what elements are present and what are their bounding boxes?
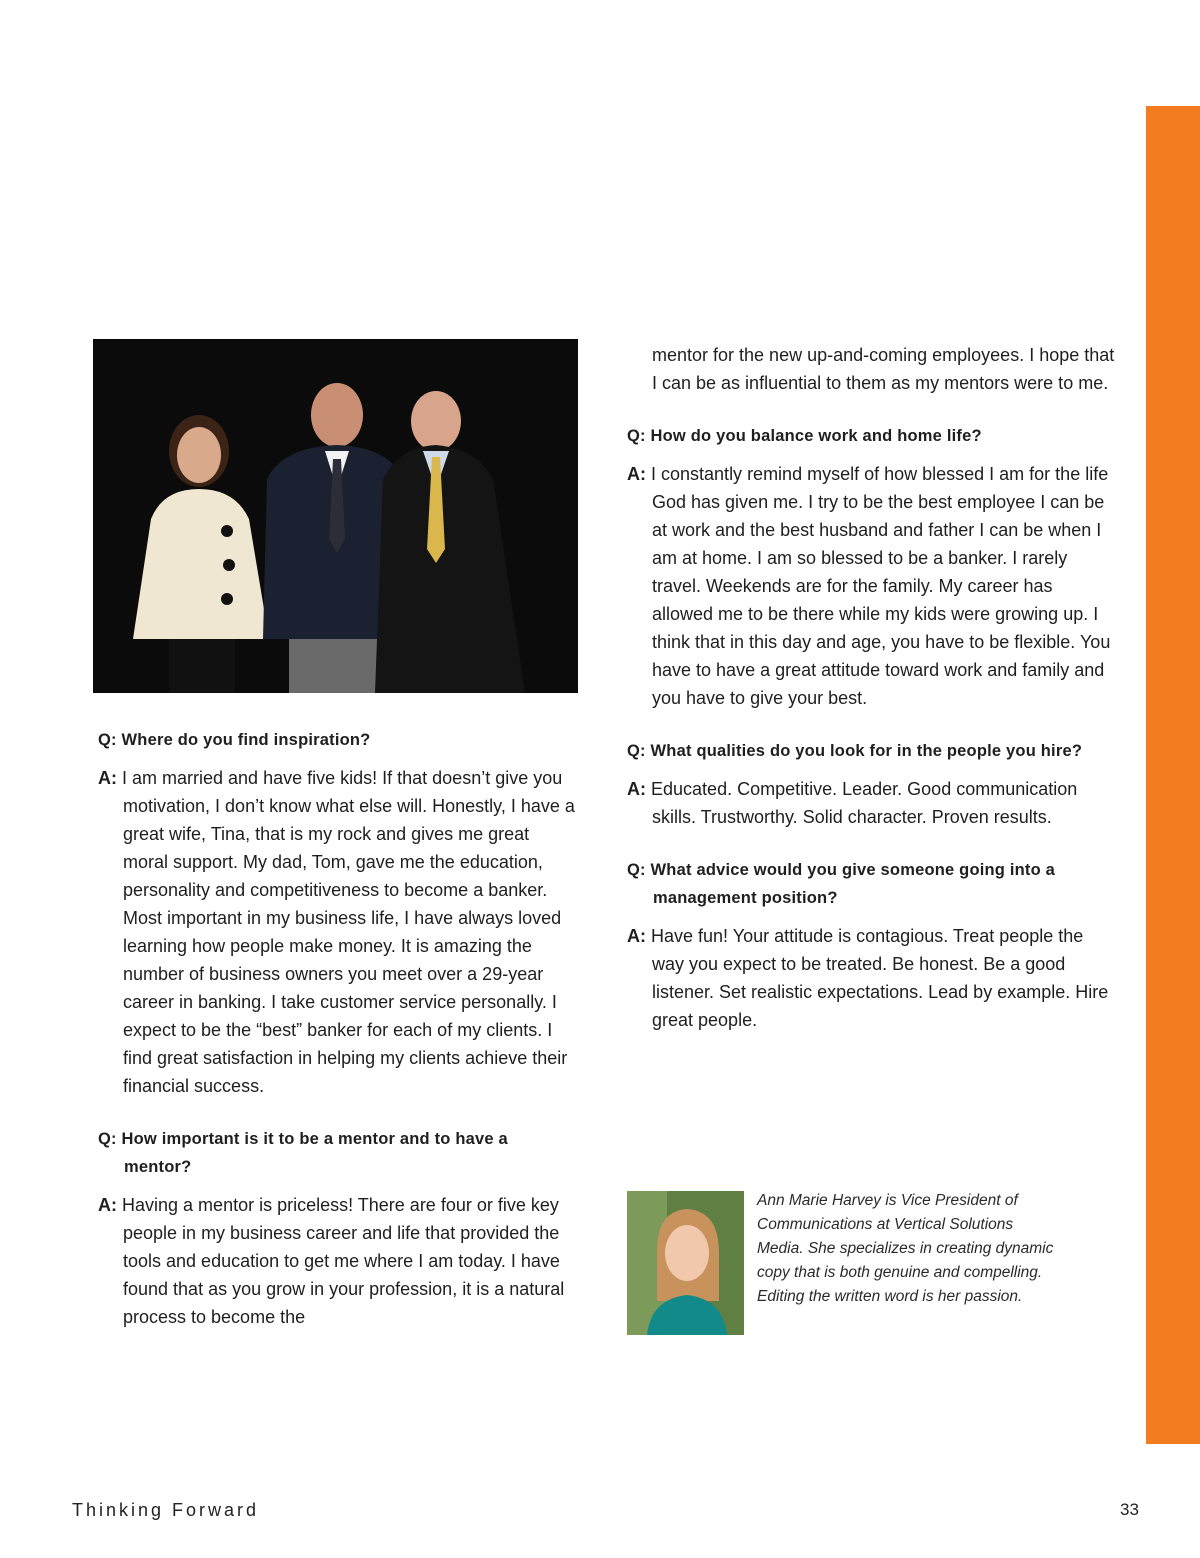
answer-text: Educated. Competitive. Leader. Good communication skills. Trustworthy. Solid character. Proven results. <box>651 779 1078 827</box>
accent-bar <box>1146 106 1200 1444</box>
page-number: 33 <box>1120 1500 1139 1519</box>
answer <box>627 775 1117 831</box>
q-label: Q: <box>98 731 117 749</box>
answer <box>627 922 1117 1034</box>
question-text: How do you balance work and home life? <box>650 427 982 445</box>
question <box>627 737 1117 765</box>
a-label: A: <box>98 768 117 788</box>
q-label: Q: <box>627 427 646 445</box>
a-label: A: <box>98 1195 117 1215</box>
question-text: What qualities do you look for in the people you hire? <box>650 742 1083 760</box>
question <box>98 726 578 754</box>
a-label: A: <box>627 779 646 799</box>
a-label: A: <box>627 926 646 946</box>
q-label: Q: <box>627 861 646 879</box>
author-photo <box>627 1191 744 1335</box>
q-label: Q: <box>627 742 646 760</box>
answer-text: Having a mentor is priceless! There are four or five key people in my business career and life that provided the tools and education to get me where I am today. I have found that as you grow in your profession, it is a natural process to become the <box>122 1195 565 1327</box>
publication-name: Thinking Forward <box>72 1500 260 1520</box>
question <box>98 1125 578 1181</box>
author-bio: Ann Marie Harvey is Vice President of Communications at Vertical Solutions Media. She specializes in creating dynamic copy that is both genuine and compelling. Editing the written word is her passion. <box>757 1192 1054 1305</box>
question-text: What advice would you give someone going into a management position? <box>650 861 1056 907</box>
question-text: How important is it to be a mentor and to have a mentor? <box>121 1130 508 1176</box>
a-label: A: <box>627 464 646 484</box>
answer <box>98 1191 578 1331</box>
answer-text: I constantly remind myself of how blessed I am for the life God has given me. I try to be the best employee I can be at work and the best husband and father I can be when I am at home. I am so blessed to be a banker. I rarely travel. Weekends are for the family. My career has allowed me to be there while my kids were growing up. I think that in this day and age, you have to be flexible. You have to have a great attitude toward work and family and you have to give your best. <box>651 464 1111 708</box>
left-column <box>98 726 578 1356</box>
question-text: Where do you find inspiration? <box>121 731 371 749</box>
question <box>627 422 1117 450</box>
q-label: Q: <box>98 1130 117 1148</box>
answer <box>627 460 1117 712</box>
answer-text: Have fun! Your attitude is contagious. Treat people the way you expect to be treated. Be honest. Be a good listener. Set realistic expectations. Lead by example. Hire great people. <box>651 926 1109 1030</box>
answer-continued: mentor for the new up-and-coming employees. I hope that I can be as influential to them as my mentors were to me. <box>652 345 1115 393</box>
team-photo <box>93 339 578 693</box>
right-column <box>627 341 1117 1059</box>
answer <box>98 764 578 1100</box>
answer-text: I am married and have five kids! If that doesn’t give you motivation, I don’t know what else will. Honestly, I have a great wife, Tina, that is my rock and gives me great moral support. My dad, Tom, gave me the education, personality and competitiveness to become a banker. Most important in my business life, I have always loved learning how people make money. It is amazing the number of business owners you meet over a 29-year career in banking. I take customer service personally. I expect to be the “best” banker for each of my clients. I find great satisfaction in helping my clients achieve their financial success. <box>122 768 575 1096</box>
question <box>627 856 1117 912</box>
